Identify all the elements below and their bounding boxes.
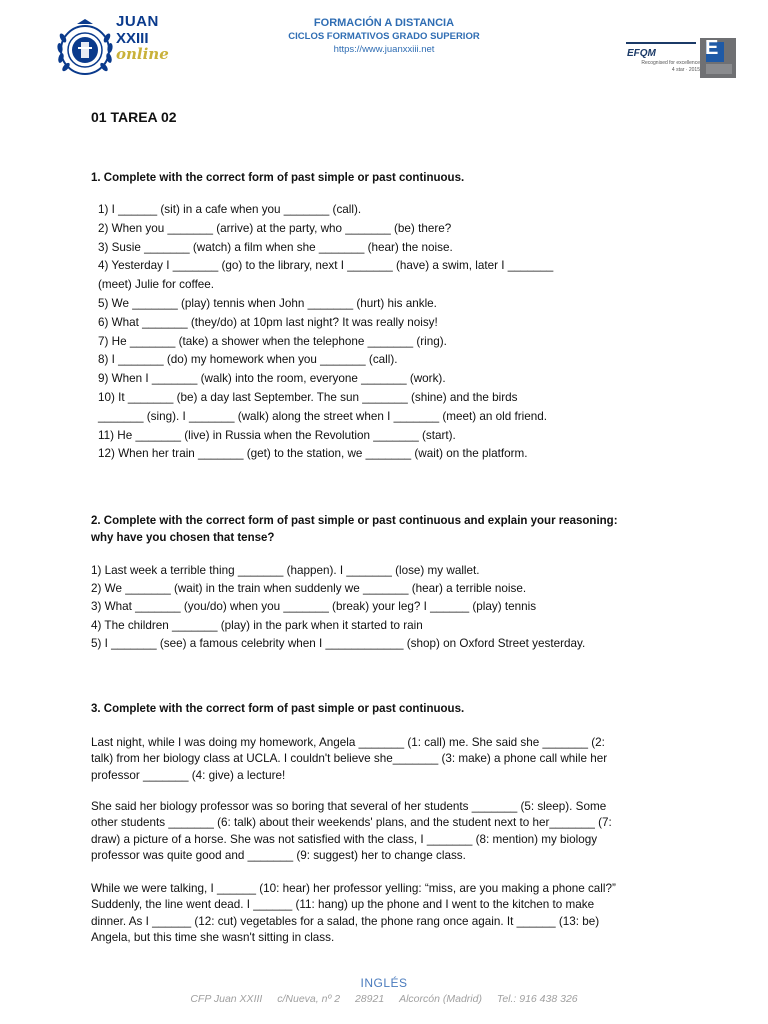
section-2-heading-line2: why have you chosen that tense? <box>91 532 275 544</box>
footer-city: Alcorcón (Madrid) <box>399 993 482 1005</box>
logo-word-juan: JUAN <box>116 13 159 30</box>
section-3-heading: 3. Complete with the correct form of past simple or past continuous. <box>91 703 465 715</box>
section-1-heading: 1. Complete with the correct form of past simple or past continuous. <box>91 172 465 184</box>
paragraph-line: professor was quite good and _______ (9: suggest) her to change class. <box>91 848 466 862</box>
section-3-paragraph-3 <box>91 881 681 946</box>
footer-address <box>0 993 768 1005</box>
school-logo-wordmark <box>116 14 169 62</box>
paragraph-line: Last night, while I was doing my homework, Angela _______ (1: call) me. She said she _______ (2: <box>91 736 605 749</box>
exercise-line: (meet) Julie for coffee. <box>98 278 215 292</box>
exercise-line: 2) We _______ (wait) in the train when suddenly we _______ (hear) a terrible noise. <box>91 582 527 596</box>
exercise-line: 12) When her train _______ (get) to the station, we _______ (wait) on the platform. <box>98 447 528 461</box>
section-3-paragraph-2 <box>91 799 681 864</box>
efqm-subtitle-line1: Recognised for excellence <box>641 60 700 66</box>
exercise-line: 1) Last week a terrible thing _______ (happen). I _______ (lose) my wallet. <box>91 564 480 577</box>
paragraph-line: other students _______ (6: talk) about their weekends' plans, and the student next to her_______ (7: <box>91 816 612 830</box>
exercise-line: 4) The children _______ (play) in the park when it started to rain <box>91 618 423 632</box>
logo-word-xxiii: XXIII <box>116 30 149 47</box>
footer-postcode: 28921 <box>354 993 385 1005</box>
footer-phone: Tel.: 916 438 326 <box>496 993 578 1005</box>
exercise-line: 7) He _______ (take) a shower when the telephone _______ (ring). <box>98 334 447 348</box>
efqm-subtitle <box>620 60 700 73</box>
exercise-line: 5) We _______ (play) tennis when John _______ (hurt) his ankle. <box>98 296 437 310</box>
section-2-heading <box>91 513 681 547</box>
exercise-line: 10) It _______ (be) a day last September. The sun _______ (shine) and the birds <box>98 390 518 404</box>
footer-center-name: CFP Juan XXIII <box>190 993 263 1005</box>
paragraph-line: dinner. As I ______ (12: cut) vegetables for a salad, the phone rang once again. It ______ (13: be) <box>91 914 600 928</box>
paragraph-line: Angela, but this time she wasn't sitting in class. <box>91 930 335 944</box>
paragraph-line: Suddenly, the line went dead. I ______ (11: hang) up the phone and I went to the kitchen to make <box>91 898 595 912</box>
paragraph-line: While we were talking, I ______ (10: hear) her professor yelling: “miss, are you making a phone call?” <box>91 882 616 895</box>
exercise-line: 4) Yesterday I _______ (go) to the library, next I _______ (have) a swim, later I _______ <box>98 259 554 273</box>
paragraph-line: professor _______ (4: give) a lecture! <box>91 768 286 782</box>
header-line-programs: CICLOS FORMATIVOS GRADO SUPERIOR <box>288 31 480 42</box>
paragraph-line: talk) from her biology class at UCLA. I couldn't believe she_______ (3: make) a phone call while her <box>91 752 608 766</box>
header-line-distance-learning: FORMACIÓN A DISTANCIA <box>313 17 455 29</box>
footer-street: c/Nueva, nº 2 <box>277 993 341 1005</box>
exercise-line: 3) Susie _______ (watch) a film when she _______ (hear) the noise. <box>98 240 453 254</box>
footer-subject: INGLÉS <box>360 976 408 990</box>
exercise-line: 1) I ______ (sit) in a cafe when you _______ (call). <box>98 203 362 216</box>
exercise-line: 8) I _______ (do) my homework when you _______ (call). <box>98 353 398 367</box>
logo-word-online: online <box>116 45 169 63</box>
header-url-link[interactable]: https://www.juanxxiii.net <box>333 44 435 55</box>
exercise-line: 6) What _______ (they/do) at 10pm last night? It was really noisy! <box>98 315 438 329</box>
exercise-line: 3) What _______ (you/do) when you _______ (break) your leg? I ______ (play) tennis <box>91 600 537 614</box>
section-2-exercise-list <box>91 562 585 653</box>
exercise-line: _______ (sing). I _______ (walk) along the street when I _______ (meet) an old friend. <box>98 409 547 423</box>
section-3-paragraph-1 <box>91 735 681 784</box>
exercise-line: 2) When you _______ (arrive) at the party, who _______ (be) there? <box>98 221 452 235</box>
exercise-line: 5) I _______ (see) a famous celebrity when I ____________ (shop) on Oxford Street yesterday. <box>91 636 586 650</box>
page-title: 01 TAREA 02 <box>91 109 177 125</box>
paragraph-line: She said her biology professor was so boring that several of her students _______ (5: sleep). Some <box>91 800 607 813</box>
efqm-mark: E <box>705 37 719 59</box>
efqm-label: EFQM <box>627 48 656 59</box>
exercise-line: 9) When I _______ (walk) into the room, everyone _______ (work). <box>98 372 446 386</box>
section-1-exercise-list <box>98 201 553 464</box>
efqm-subtitle-line2: 4 star · 2015 <box>671 66 700 73</box>
header-center <box>234 17 534 55</box>
section-2-heading-line1: 2. Complete with the correct form of past simple or past continuous and explain your reasoning: <box>91 515 618 527</box>
exercise-line: 11) He _______ (live) in Russia when the Revolution _______ (start). <box>98 428 456 442</box>
paragraph-line: draw) a picture of a horse. She was not satisfied with the class, I _______ (8: mention) my biology <box>91 832 598 846</box>
